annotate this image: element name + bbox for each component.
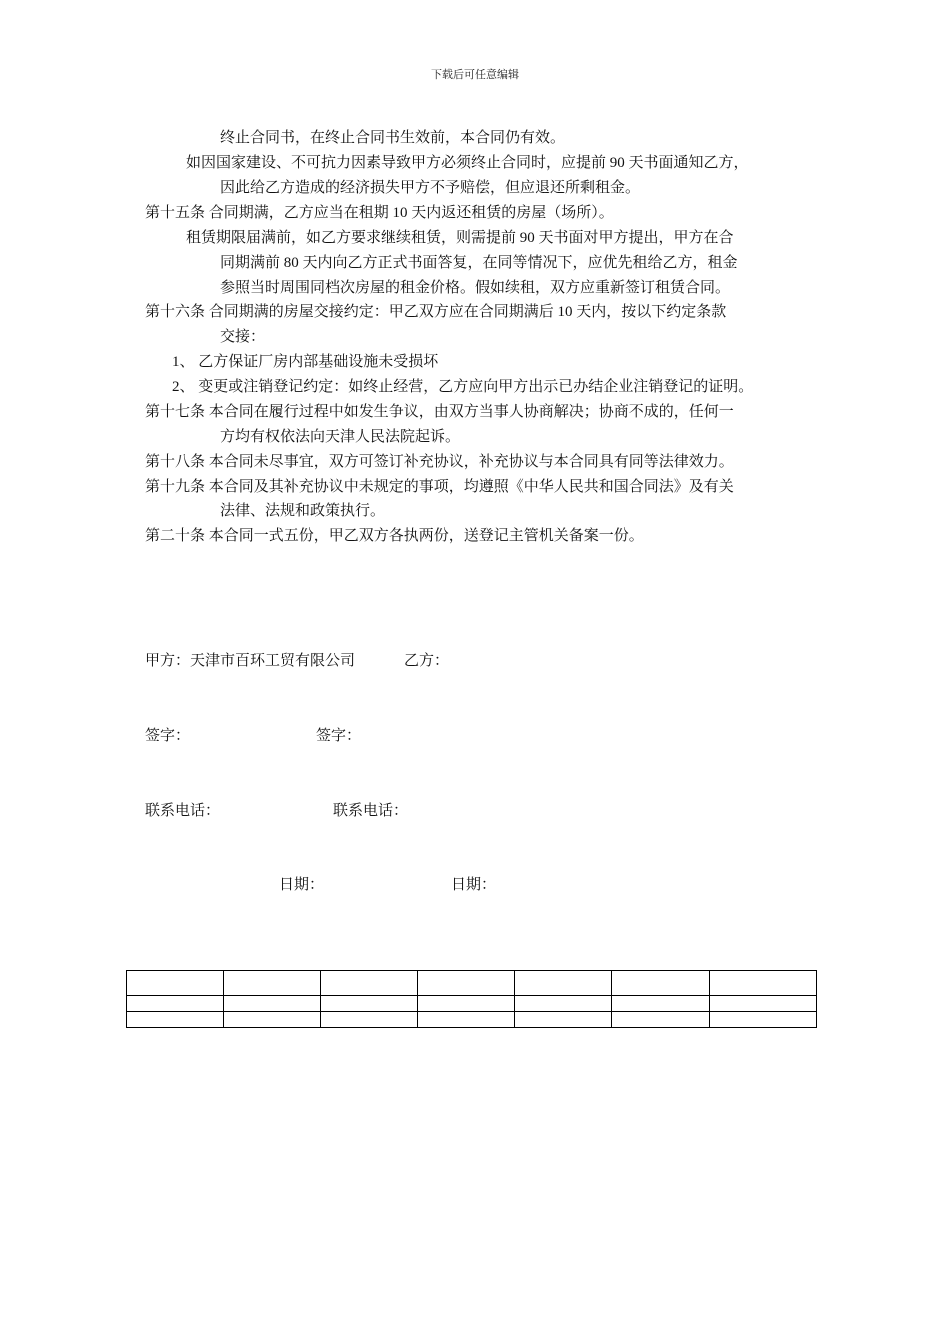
clause-15: 第十五条 合同期满，乙方应当在租期 10 天内返还租赁的房屋（场所）。	[145, 205, 614, 221]
table-cell	[710, 971, 817, 996]
page-header: 下载后可任意编辑	[431, 69, 519, 81]
table-cell	[224, 1012, 321, 1028]
table-cell	[612, 996, 710, 1012]
party-b-signature-label: 签字：	[316, 728, 362, 744]
table-cell	[321, 996, 418, 1012]
table-cell	[127, 971, 224, 996]
table-cell	[515, 996, 612, 1012]
body-line: 租赁期限届满前，如乙方要求继续租赁，则需提前 90 天书面对甲方提出，甲方在合	[186, 230, 734, 246]
table-row	[127, 996, 817, 1012]
table-cell	[515, 1012, 612, 1028]
table-cell	[224, 971, 321, 996]
table-cell	[224, 996, 321, 1012]
clause-17: 第十七条 本合同在履行过程中如发生争议，由双方当事人协商解决；协商不成的，任何一	[145, 404, 734, 420]
table-cell	[612, 1012, 710, 1028]
party-a-name: 甲方：天津市百环工贸有限公司	[145, 653, 356, 669]
list-item-2: 2、 变更或注销登记约定：如终止经营，乙方应向甲方出示已办结企业注销登记的证明。	[172, 379, 754, 395]
table-cell	[321, 1012, 418, 1028]
body-line: 法律、法规和政策执行。	[220, 503, 386, 519]
table-cell	[127, 996, 224, 1012]
table-cell	[418, 1012, 515, 1028]
body-line: 因此给乙方造成的经济损失甲方不予赔偿，但应退还所剩租金。	[220, 180, 641, 196]
clause-18: 第十八条 本合同未尽事宜，双方可签订补充协议，补充协议与本合同具有同等法律效力。	[145, 454, 734, 470]
table-cell	[321, 971, 418, 996]
table-cell	[418, 971, 515, 996]
clause-19: 第十九条 本合同及其补充协议中未规定的事项，均遵照《中华人民共和国合同法》及有关	[145, 479, 734, 495]
body-line: 终止合同书，在终止合同书生效前，本合同仍有效。	[220, 130, 566, 146]
table-row	[127, 1012, 817, 1028]
blank-table	[126, 970, 817, 1028]
table-row	[127, 971, 817, 996]
table-cell	[710, 996, 817, 1012]
party-a-signature-label: 签字：	[145, 728, 191, 744]
table-cell	[710, 1012, 817, 1028]
clause-20: 第二十条 本合同一式五份，甲乙双方各执两份，送登记主管机关备案一份。	[145, 528, 644, 544]
table-cell	[418, 996, 515, 1012]
party-b-phone-label: 联系电话：	[333, 803, 409, 819]
table-cell	[127, 1012, 224, 1028]
clause-16: 第十六条 合同期满的房屋交接约定：甲乙双方应在合同期满后 10 天内，按以下约定条款	[145, 304, 727, 320]
body-line: 方均有权依法向天津人民法院起诉。	[220, 429, 461, 445]
party-b-date-label: 日期：	[451, 877, 497, 893]
body-line: 交接：	[220, 329, 266, 345]
table-cell	[612, 971, 710, 996]
list-item-1: 1、 乙方保证厂房内部基础设施未受损坏	[172, 354, 439, 370]
body-line: 参照当时周围同档次房屋的租金价格。假如续租，双方应重新签订租赁合同。	[220, 280, 731, 296]
party-b-name: 乙方：	[404, 653, 450, 669]
body-line: 如因国家建设、不可抗力因素导致甲方必须终止合同时，应提前 90 天书面通知乙方，	[186, 155, 749, 171]
party-a-date-label: 日期：	[279, 877, 325, 893]
table-cell	[515, 971, 612, 996]
party-a-phone-label: 联系电话：	[145, 803, 221, 819]
body-line: 同期满前 80 天内向乙方正式书面答复，在同等情况下，应优先租给乙方，租金	[220, 255, 738, 271]
